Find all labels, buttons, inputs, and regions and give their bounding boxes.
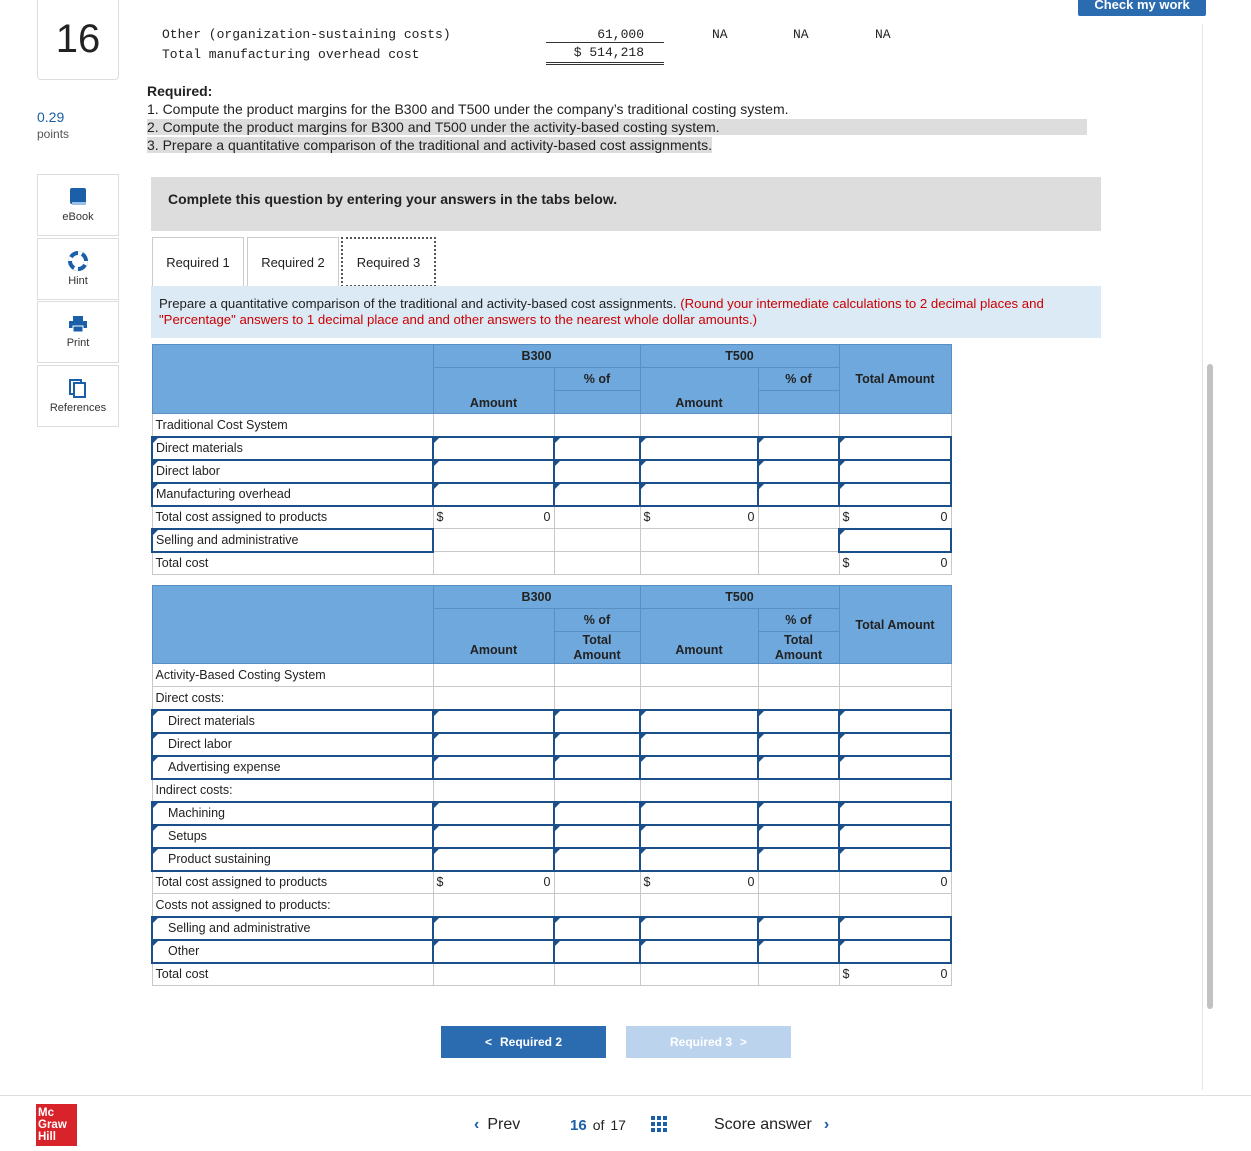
- of-label: of: [592, 1117, 605, 1133]
- row-label-input[interactable]: Selling and administrative: [152, 529, 433, 552]
- dollar-sign: $: [842, 510, 850, 524]
- cell: [640, 894, 758, 917]
- header-blank: [152, 586, 433, 664]
- input-cell[interactable]: [640, 825, 758, 848]
- prev-question-button[interactable]: [474, 1116, 520, 1134]
- row-label-input[interactable]: Direct materials: [152, 437, 433, 460]
- row-label-input[interactable]: Advertising expense: [152, 756, 433, 779]
- cell: [640, 664, 758, 687]
- tab-required-2[interactable]: Required 2: [247, 237, 339, 287]
- cell: [839, 414, 951, 437]
- cell: [758, 894, 839, 917]
- total-questions: 17: [610, 1117, 626, 1133]
- book-icon: [69, 187, 87, 207]
- header-amount: Amount: [640, 609, 758, 664]
- input-cell[interactable]: [758, 437, 839, 460]
- dollar-sign: $: [643, 875, 651, 890]
- input-cell[interactable]: [640, 733, 758, 756]
- input-cell[interactable]: [554, 825, 640, 848]
- input-cell[interactable]: [839, 848, 951, 871]
- total-cell: [640, 506, 758, 529]
- input-cell[interactable]: [554, 756, 640, 779]
- total-cell: [839, 506, 951, 529]
- input-cell[interactable]: [433, 825, 554, 848]
- score-label: Score answer: [714, 1116, 812, 1133]
- dollar-sign: $: [842, 556, 850, 571]
- input-cell[interactable]: [554, 483, 640, 506]
- chevron-right-icon: >: [740, 1035, 748, 1049]
- dollar-sign: $: [436, 510, 444, 525]
- header-pct-of: % of: [758, 609, 839, 632]
- input-cell[interactable]: [758, 460, 839, 483]
- row-label-input[interactable]: Setups: [152, 825, 433, 848]
- next-tab-label: Required 3: [669, 1035, 732, 1049]
- row-label-input[interactable]: Machining: [152, 802, 433, 825]
- input-cell[interactable]: [758, 940, 839, 963]
- zero-value: 0: [543, 510, 551, 525]
- dollar-sign: $: [842, 967, 850, 982]
- header-blank: [758, 391, 839, 414]
- cell: [839, 687, 951, 710]
- hint-label: Hint: [68, 275, 88, 287]
- print-label: Print: [66, 337, 90, 349]
- input-cell[interactable]: [554, 733, 640, 756]
- cell: [554, 687, 640, 710]
- input-cell[interactable]: [554, 802, 640, 825]
- header-pct-of: % of: [758, 368, 839, 391]
- input-cell[interactable]: [758, 710, 839, 733]
- row-label: Total cost assigned to products: [152, 506, 433, 529]
- total-overhead-amount: $ 514,218: [573, 45, 644, 60]
- input-cell[interactable]: [758, 802, 839, 825]
- input-cell[interactable]: [433, 733, 554, 756]
- cell: [839, 894, 951, 917]
- cell: [554, 552, 640, 575]
- next-tab-button[interactable]: [626, 1026, 791, 1058]
- input-cell[interactable]: [839, 460, 951, 483]
- row-label-input[interactable]: Manufacturing overhead: [152, 483, 433, 506]
- input-cell[interactable]: [640, 437, 758, 460]
- input-cell[interactable]: [554, 710, 640, 733]
- input-cell[interactable]: [758, 733, 839, 756]
- other-costs-amount: 61,000: [597, 27, 644, 42]
- input-cell[interactable]: [433, 483, 554, 506]
- dollar-sign: $: [643, 510, 651, 525]
- zero-value: 0: [940, 967, 948, 982]
- chevron-left-icon: ‹: [474, 1116, 480, 1133]
- header-total-amount: Total Amount: [839, 345, 951, 414]
- points-label: points: [37, 127, 70, 141]
- note-rounding: (Round your intermediate calculations to 2 decimal places and "Percentage" answers to 1 decimal place and and other answers to the nearest whole dollar amounts.): [159, 296, 1044, 327]
- cell: [839, 664, 951, 687]
- row-label-input[interactable]: Selling and administrative: [152, 917, 433, 940]
- input-cell[interactable]: [554, 940, 640, 963]
- input-cell[interactable]: [839, 917, 951, 940]
- total-cell: [433, 871, 554, 894]
- header-total-amount-sub: Total Amount: [758, 632, 839, 664]
- input-cell[interactable]: [839, 825, 951, 848]
- input-cell[interactable]: [640, 483, 758, 506]
- cell: [758, 529, 839, 552]
- cell: [433, 664, 554, 687]
- prev-label: Prev: [487, 1116, 521, 1133]
- cell: [554, 506, 640, 529]
- input-cell[interactable]: [640, 710, 758, 733]
- input-cell[interactable]: [640, 917, 758, 940]
- cell: [758, 414, 839, 437]
- row-label-input[interactable]: Direct labor: [152, 733, 433, 756]
- row-label: Indirect costs:: [152, 779, 433, 802]
- input-cell[interactable]: [640, 940, 758, 963]
- zero-value: 0: [747, 875, 755, 890]
- header-total-amount-sub: Total Amount: [554, 632, 640, 664]
- input-cell[interactable]: [758, 917, 839, 940]
- required-item: 3. Prepare a quantitative comparison of the traditional and activity-based cost assignments.: [147, 137, 712, 153]
- input-cell[interactable]: [758, 483, 839, 506]
- header-blank: [554, 391, 640, 414]
- input-cell[interactable]: [433, 460, 554, 483]
- cell: [554, 664, 640, 687]
- cell: [433, 894, 554, 917]
- row-label: Traditional Cost System: [152, 414, 433, 437]
- current-question: 16: [570, 1117, 587, 1134]
- cell: [640, 529, 758, 552]
- header-total-amount: Total Amount: [839, 586, 951, 664]
- note-text: Prepare a quantitative comparison of the traditional and activity-based cost assignments.: [159, 296, 677, 311]
- input-cell[interactable]: [640, 460, 758, 483]
- divider: [546, 62, 664, 65]
- row-label: Activity-Based Costing System: [152, 664, 433, 687]
- input-cell[interactable]: [554, 917, 640, 940]
- ebook-button[interactable]: [37, 174, 119, 236]
- traditional-cost-table: [151, 344, 952, 575]
- question-counter: [570, 1117, 626, 1134]
- cell: [758, 779, 839, 802]
- cell: [554, 963, 640, 986]
- header-amount: Amount: [640, 368, 758, 414]
- scrollbar-thumb[interactable]: [1207, 364, 1213, 1009]
- zero-value: 0: [940, 510, 948, 524]
- header-b300: B300: [433, 345, 640, 368]
- input-cell[interactable]: [433, 848, 554, 871]
- required-item: 1. Compute the product margins for the B300 and T500 under the company’s traditional costing system.: [147, 101, 789, 117]
- row-label-input[interactable]: Direct labor: [152, 460, 433, 483]
- cell: [554, 871, 640, 894]
- header-b300: B300: [433, 586, 640, 609]
- row-label-input[interactable]: Direct materials: [152, 710, 433, 733]
- total-cell: [839, 871, 951, 894]
- zero-value: 0: [940, 556, 948, 571]
- cell: [758, 871, 839, 894]
- total-overhead-label: Total manufacturing overhead cost: [162, 47, 420, 62]
- printer-icon: [68, 315, 88, 333]
- input-cell[interactable]: [554, 460, 640, 483]
- logo-line: Hill: [38, 1131, 56, 1143]
- input-cell[interactable]: [433, 940, 554, 963]
- input-cell[interactable]: [839, 802, 951, 825]
- cell: [433, 414, 554, 437]
- prev-tab-button[interactable]: [441, 1026, 606, 1058]
- cell: [839, 779, 951, 802]
- required-heading: Required:: [147, 83, 213, 99]
- lifebuoy-icon: [68, 251, 88, 271]
- cell: [758, 963, 839, 986]
- input-cell[interactable]: [758, 825, 839, 848]
- instruction-banner: Complete this question by entering your answers in the tabs below.: [151, 177, 1101, 231]
- logo-line: Graw: [38, 1119, 67, 1131]
- cell: [758, 552, 839, 575]
- cell: [554, 414, 640, 437]
- input-cell[interactable]: [839, 529, 951, 552]
- input-cell[interactable]: [433, 917, 554, 940]
- cell: [758, 687, 839, 710]
- divider: [546, 42, 664, 43]
- input-cell[interactable]: [839, 483, 951, 506]
- header-pct-of: % of: [554, 368, 640, 391]
- chevron-right-icon: ›: [823, 1116, 830, 1133]
- na-cell: NA: [712, 27, 728, 42]
- cell: [554, 894, 640, 917]
- cell: [433, 529, 554, 552]
- chevron-left-icon: <: [484, 1035, 492, 1049]
- cell: [640, 414, 758, 437]
- cell: [433, 779, 554, 802]
- cell: [640, 687, 758, 710]
- total-cell: [640, 871, 758, 894]
- ebook-label: eBook: [62, 211, 94, 223]
- cell: [640, 779, 758, 802]
- total-cell: [839, 963, 951, 986]
- abc-cost-table: [151, 585, 952, 986]
- question-note: [151, 286, 1101, 338]
- na-cell: NA: [793, 27, 809, 42]
- scrollbar[interactable]: [1202, 24, 1216, 1090]
- input-cell[interactable]: [554, 437, 640, 460]
- header-amount: Amount: [433, 368, 554, 414]
- header-blank: [152, 345, 433, 414]
- na-cell: NA: [875, 27, 891, 42]
- score-answer-button[interactable]: [714, 1116, 829, 1134]
- zero-value: 0: [747, 510, 755, 525]
- check-my-work-button[interactable]: Check my work: [1078, 0, 1206, 16]
- zero-value: 0: [940, 875, 948, 890]
- points-value: 0.29: [37, 109, 65, 125]
- tab-required-1[interactable]: Required 1: [152, 237, 244, 287]
- cell: [554, 529, 640, 552]
- references-button[interactable]: [37, 365, 119, 427]
- input-cell[interactable]: [433, 756, 554, 779]
- required-item: 2. Compute the product margins for B300 and T500 under the activity-based costing system.: [147, 119, 1087, 135]
- row-label-input[interactable]: Product sustaining: [152, 848, 433, 871]
- documents-icon: [68, 378, 88, 398]
- cell: [433, 552, 554, 575]
- other-costs-label: Other (organization-sustaining costs): [162, 27, 451, 42]
- zero-value: 0: [543, 875, 551, 890]
- cell: [433, 963, 554, 986]
- header-amount: Amount: [433, 609, 554, 664]
- input-cell[interactable]: [433, 710, 554, 733]
- cell: [758, 664, 839, 687]
- input-cell[interactable]: [839, 733, 951, 756]
- input-cell[interactable]: [839, 437, 951, 460]
- input-cell[interactable]: [640, 756, 758, 779]
- input-cell[interactable]: [839, 710, 951, 733]
- total-cell: [433, 506, 554, 529]
- input-cell[interactable]: [839, 756, 951, 779]
- input-cell[interactable]: [758, 848, 839, 871]
- logo-line: Mc: [38, 1107, 54, 1119]
- question-number: 16: [37, 0, 119, 80]
- header-pct-of: % of: [554, 609, 640, 632]
- grid-icon[interactable]: [651, 1116, 668, 1138]
- hint-button[interactable]: [37, 238, 119, 300]
- input-cell[interactable]: [433, 802, 554, 825]
- total-cell: [839, 552, 951, 575]
- row-label: Total cost: [152, 963, 433, 986]
- prev-tab-label: Required 2: [500, 1035, 563, 1049]
- input-cell[interactable]: [640, 802, 758, 825]
- cell: [640, 963, 758, 986]
- references-label: References: [49, 402, 107, 414]
- input-cell[interactable]: [433, 437, 554, 460]
- input-cell[interactable]: [640, 848, 758, 871]
- header-t500: T500: [640, 345, 839, 368]
- row-label: Total cost: [152, 552, 433, 575]
- dollar-sign: $: [436, 875, 444, 890]
- row-label: Direct costs:: [152, 687, 433, 710]
- cell: [758, 506, 839, 529]
- row-label: Total cost assigned to products: [152, 871, 433, 894]
- row-label-input[interactable]: Other: [152, 940, 433, 963]
- input-cell[interactable]: [554, 848, 640, 871]
- row-label: Costs not assigned to products:: [152, 894, 433, 917]
- print-button[interactable]: [37, 301, 119, 363]
- input-cell[interactable]: [839, 940, 951, 963]
- cell: [554, 779, 640, 802]
- tab-required-3[interactable]: Required 3: [341, 237, 436, 287]
- cell: [640, 552, 758, 575]
- cell: [433, 687, 554, 710]
- input-cell[interactable]: [758, 756, 839, 779]
- header-t500: T500: [640, 586, 839, 609]
